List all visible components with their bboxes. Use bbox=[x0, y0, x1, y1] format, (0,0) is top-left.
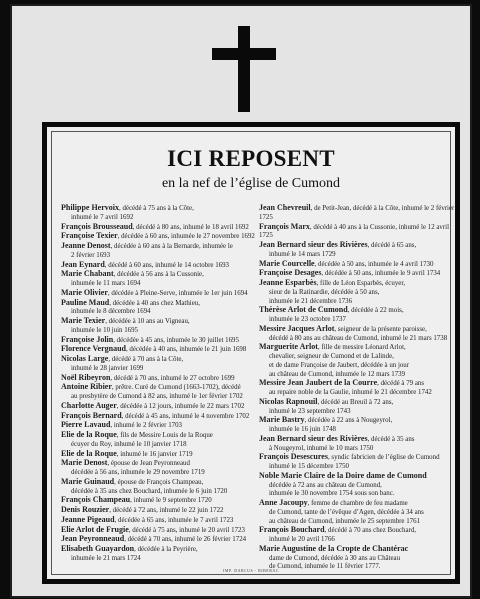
person-name: François Marx bbox=[259, 222, 310, 231]
entry-line: écuyer du Roy, inhumé le 10 janvier 1718 bbox=[71, 440, 187, 448]
entry-line bbox=[61, 545, 255, 555]
entry-line bbox=[259, 325, 457, 335]
entry-line bbox=[259, 453, 457, 463]
person-name: Marie Texier bbox=[61, 317, 106, 325]
person-name: Anne Jacoupy bbox=[259, 499, 308, 507]
entry-text: , décédée à 12 jours, inhumée le 22 mars 1702 bbox=[116, 402, 245, 410]
burial-entry bbox=[259, 499, 457, 526]
person-name: Florence Vergnaud bbox=[61, 345, 126, 354]
entry-line bbox=[61, 431, 255, 441]
entry-text: , décédé à 45 ans, inhumé le 4 novembre 1702 bbox=[121, 412, 250, 420]
entry-text: , décédé à 70 ans, inhumé le 27 octobre 1699 bbox=[110, 374, 235, 382]
entry-line bbox=[61, 336, 255, 346]
burial-entry bbox=[61, 345, 255, 355]
person-name: Nicolas Large bbox=[61, 355, 109, 363]
entry-text: , épouse de François Champeau, bbox=[114, 478, 204, 486]
entry-line bbox=[61, 223, 255, 233]
burial-entry bbox=[61, 421, 255, 431]
burial-entry bbox=[259, 223, 457, 242]
entry-text: , décédée à 50 ans, inhumée le 4 avril 1730 bbox=[314, 260, 434, 268]
entry-line: à Nougeyrol, inhumé le 10 mars 1750 bbox=[269, 444, 374, 452]
entry-text: , fils de Messire Louis de la Roque bbox=[116, 432, 213, 439]
entry-text: , épouse de Jean Peyronneaud bbox=[107, 460, 190, 468]
entry-text: , syndic fabricien de l’église de Cumond bbox=[327, 454, 440, 462]
burial-entry bbox=[61, 317, 255, 336]
person-name: Jean Chevreuil bbox=[259, 204, 311, 212]
entry-line: et de dame Françoise de Jaubert, décédée à un jour bbox=[269, 361, 410, 369]
burial-entry bbox=[61, 545, 255, 564]
entry-line bbox=[61, 345, 255, 355]
entry-line bbox=[61, 450, 255, 460]
entry-text: , inhumé le 9 septembre 1720 bbox=[130, 497, 212, 505]
burial-entry bbox=[61, 450, 255, 460]
burial-entry bbox=[259, 416, 457, 435]
entry-text: , décédée à 45 ans, inhumée le 30 juillet 1695 bbox=[113, 336, 239, 344]
burial-entry bbox=[61, 431, 255, 450]
entry-text: , décédée à 22 ans à Nougeyrol, bbox=[304, 417, 393, 425]
entry-text: , décédée à 50 ans, inhumée le 9 avril 1734 bbox=[321, 270, 441, 278]
entry-text: , prêtre. Curé de Cumond (1663-1702), décédé bbox=[111, 384, 241, 392]
person-name: Philippe Hervoix bbox=[61, 204, 119, 212]
burial-entry bbox=[259, 279, 457, 306]
entry-line bbox=[259, 379, 457, 389]
burial-entry bbox=[61, 535, 255, 545]
entry-line: inhumé le 7 avril 1692 bbox=[71, 213, 134, 221]
entry-text: , décédée à 22 mois, bbox=[347, 307, 404, 315]
entry-text: , décédée à Pleine-Serve, inhumée le 1er juin 1694 bbox=[107, 289, 248, 297]
burial-entry bbox=[61, 299, 255, 318]
person-name: François Bouchard bbox=[259, 526, 325, 535]
entry-line: inhumée le 23 octobre 1737 bbox=[269, 316, 346, 323]
entry-line: décédée à 56 ans, inhumée le 29 novembre 1719 bbox=[71, 469, 205, 476]
entry-line bbox=[61, 242, 255, 252]
person-name: Elie de la Roque bbox=[61, 449, 117, 458]
entry-text: , décédée à la Peyrière, bbox=[134, 546, 198, 553]
entry-line bbox=[61, 516, 255, 526]
entry-text: , fille de messire Léonard Arlot, bbox=[317, 344, 406, 352]
burial-entry bbox=[259, 398, 457, 417]
burial-entry bbox=[61, 506, 255, 516]
burial-entry bbox=[61, 336, 255, 346]
person-name: Jeanne Denost bbox=[61, 242, 111, 250]
burial-entry bbox=[61, 374, 255, 384]
entry-text: , décédé à 70 ans chez Bouchard, bbox=[324, 527, 417, 535]
entry-line bbox=[61, 270, 255, 280]
entry-line: inhumé le 20 avril 1766 bbox=[269, 536, 335, 543]
entry-line bbox=[61, 289, 255, 299]
burial-entry bbox=[61, 270, 255, 289]
entry-line: inhumé le 15 décembre 1750 bbox=[269, 463, 349, 470]
entry-line bbox=[259, 260, 457, 270]
burial-entry bbox=[259, 306, 457, 325]
entry-line bbox=[259, 526, 457, 536]
person-name: Françoise Texier bbox=[61, 232, 118, 241]
entry-text: , décédé à 75 ans, inhumé le 20 avril 1723 bbox=[128, 526, 245, 534]
entry-text: , décédée à 56 ans à la Cussonie, bbox=[113, 271, 204, 279]
plaque-subtitle: en la nef de l’église de Cumond bbox=[161, 176, 341, 191]
entry-line bbox=[259, 472, 457, 491]
memorial-plaque bbox=[42, 122, 460, 584]
burial-entry bbox=[61, 242, 255, 261]
left-column bbox=[61, 204, 255, 564]
entry-line bbox=[259, 435, 457, 445]
person-name: Elie Arlot de Frugie bbox=[61, 525, 129, 534]
entry-text: , décédé à 80 ans, inhumé le 18 avril 1692 bbox=[132, 223, 249, 231]
entry-text: , décédé à 70 ans, inhumé le 26 février 1724 bbox=[124, 536, 247, 544]
entry-line: inhumée le 16 juin 1748 bbox=[269, 426, 336, 433]
entry-text: , décédé au Breuil à 72 ans, bbox=[317, 398, 394, 406]
burial-entry bbox=[61, 383, 255, 402]
person-name: Elisabeth Guayardon bbox=[61, 545, 135, 553]
memorial-board bbox=[12, 6, 470, 596]
person-name: Antoine Ribier bbox=[61, 383, 112, 392]
burial-entry bbox=[259, 453, 457, 472]
entry-line: décédé à 80 ans au château de Cumond, inhumé le 21 mars 1738 bbox=[269, 334, 448, 342]
entry-text: , décédé à 72 ans, inhumé le 22 juin 1722 bbox=[109, 507, 224, 514]
entry-line bbox=[259, 398, 457, 408]
entry-line: inhumé le 23 septembre 1743 bbox=[269, 407, 351, 415]
person-name: François Desescures bbox=[259, 453, 328, 462]
entry-text: , femme de chambre de feu madame bbox=[307, 500, 408, 507]
burial-entry bbox=[61, 402, 255, 412]
entry-line: de Cumond, inhumée le 11 février 1777. bbox=[269, 563, 381, 571]
person-name: Marie Augustine de la Cropte de Chantérac bbox=[259, 544, 409, 553]
burial-entry bbox=[61, 526, 255, 536]
entry-line: 2 février 1693 bbox=[71, 251, 111, 259]
person-name: Charlotte Auger bbox=[61, 401, 117, 410]
person-name: Marie Chabant bbox=[61, 270, 114, 279]
entry-line bbox=[61, 204, 255, 214]
entry-text: , décédée à 65 ans, inhumée le 7 avril 1723 bbox=[114, 516, 234, 524]
burial-entry bbox=[61, 459, 255, 478]
right-column bbox=[259, 204, 457, 572]
person-name: François Brousseaud bbox=[61, 222, 133, 231]
person-name: Françoise Desages bbox=[259, 269, 322, 278]
burial-entry bbox=[259, 379, 457, 398]
entry-line bbox=[61, 299, 255, 309]
plaque-inner-border bbox=[51, 131, 455, 575]
burial-entry bbox=[259, 526, 457, 545]
entry-text: , de Petit-Jean, décédé à la Côte, inhumé le 2 février 1725 bbox=[259, 205, 455, 221]
person-name: Jean Eynard bbox=[61, 260, 105, 269]
entry-line bbox=[61, 232, 255, 242]
entry-line bbox=[61, 317, 255, 327]
entry-line: inhumée le 8 décembre 1694 bbox=[71, 308, 151, 316]
person-name: Jeanne Pigeaud bbox=[61, 515, 115, 524]
entry-line bbox=[61, 478, 255, 488]
entry-line bbox=[61, 374, 255, 384]
entry-line bbox=[259, 343, 457, 353]
entry-text: , inhumé le 16 janvier 1719 bbox=[116, 450, 193, 458]
entry-line bbox=[259, 241, 457, 251]
person-name: Françoise Jolin bbox=[61, 335, 114, 344]
entry-text: , décédé à 35 ans bbox=[367, 435, 415, 443]
plaque-title: ICI REPOSENT bbox=[167, 146, 335, 171]
entry-text: , inhumé le 2 février 1703 bbox=[110, 422, 182, 430]
entry-line bbox=[259, 279, 457, 289]
entry-line: inhumée le 21 décembre 1736 bbox=[269, 297, 353, 305]
entry-line: inhumé le 14 mars 1729 bbox=[269, 250, 336, 258]
entry-line: au repaire noble de la Gaulie, inhumé le 21 décembre 1742 bbox=[269, 389, 432, 396]
burial-entry bbox=[61, 261, 255, 271]
entry-line bbox=[259, 204, 457, 223]
person-name: Marie Guinaud bbox=[61, 477, 115, 486]
entry-line bbox=[61, 355, 255, 365]
entry-line: sieur de la Ratinardie, décédée à 50 ans, bbox=[269, 288, 380, 296]
entry-line: au château de Cumond, inhumée le 12 mars 1739 bbox=[269, 370, 406, 378]
entry-text: dame de Cumond, décédée à 30 ans au Château bbox=[269, 554, 401, 562]
person-name: Noble Marie Claire de la Doire dame de Cumond bbox=[259, 471, 427, 480]
entry-line: chevalier, seigneur de Cumond et de Lalinde, bbox=[269, 353, 394, 360]
burial-entry bbox=[61, 223, 255, 233]
entry-text: , décédé à 79 ans bbox=[377, 380, 425, 388]
burial-entry bbox=[259, 472, 457, 499]
person-name: François Champeau bbox=[61, 496, 131, 505]
cross-arm bbox=[212, 48, 276, 60]
person-name: Marie Bastry bbox=[259, 416, 305, 425]
entry-line bbox=[61, 526, 255, 536]
entry-text: , décédée à 60 ans à la Bernarde, inhumée le bbox=[110, 243, 233, 250]
entry-text: décédée à 72 ans au château de Cumond, bbox=[269, 481, 382, 489]
entry-line: inhumée le 11 mars 1694 bbox=[71, 280, 141, 287]
burial-entry bbox=[61, 232, 255, 242]
person-name: Marie Olivier bbox=[61, 288, 108, 297]
person-name: Marie Courcelle bbox=[259, 259, 315, 268]
burial-entry bbox=[259, 269, 457, 279]
entry-text: , décédé à 60 ans, inhumé le 14 octobre 1693 bbox=[104, 261, 229, 269]
entry-line: au château de Cumond, inhumée le 25 septembre 1761 bbox=[269, 517, 420, 525]
entry-line: de Cumond, tante de l’évêque d’Agen, décédée à 34 ans bbox=[269, 508, 424, 516]
person-name: Marie Denost bbox=[61, 459, 108, 468]
entry-line bbox=[61, 459, 255, 469]
entry-text: , décédée à 60 ans, inhumée le 27 novembre 1692 bbox=[117, 233, 255, 241]
entry-line bbox=[259, 223, 457, 242]
entry-text: , fille de Léon Esparbès, écuyer, bbox=[316, 280, 406, 287]
person-name: Denis Rouzier bbox=[61, 506, 110, 514]
entry-text: , décédée à 40 ans chez Mathieu, bbox=[109, 299, 200, 307]
burial-entry bbox=[61, 204, 255, 223]
printer-credit: IMP. DARLUS - RIBERAC bbox=[223, 568, 279, 573]
entry-line bbox=[61, 496, 255, 506]
entry-line: inhumée le 21 mars 1724 bbox=[71, 554, 141, 562]
entry-line: au presbytère de Cumond à 82 ans, inhumé le 1er février 1702 bbox=[71, 393, 243, 400]
entry-line bbox=[259, 545, 457, 564]
entry-line bbox=[61, 383, 255, 393]
entry-line bbox=[61, 535, 255, 545]
burial-entry bbox=[259, 204, 457, 223]
entry-text: , décédé à 40 ans à la Cussonie, inhumé le 12 avril 1725 bbox=[259, 223, 449, 240]
entry-text: , décédée à 40 ans, inhumée le 21 juin 1698 bbox=[125, 346, 247, 354]
entry-line bbox=[259, 306, 457, 316]
entry-line bbox=[61, 402, 255, 412]
person-name: François Bernard bbox=[61, 411, 122, 420]
burial-entry bbox=[259, 260, 457, 270]
entry-line bbox=[61, 261, 255, 271]
entry-line: inhumé le 28 janvier 1699 bbox=[71, 364, 144, 372]
entry-line bbox=[259, 499, 457, 509]
entry-line: inhumée le 30 novembre 1754 sous son banc. bbox=[269, 490, 395, 498]
person-name: Pierre Lavaud bbox=[61, 421, 111, 430]
entry-line bbox=[61, 421, 255, 431]
person-name: Nicolas Rapnouil bbox=[259, 397, 318, 406]
latin-cross-icon bbox=[238, 26, 250, 112]
entry-line: décédée à 35 ans chez Bouchard, inhumée le 6 juin 1720 bbox=[71, 487, 228, 495]
burial-entry bbox=[61, 412, 255, 422]
entry-text: , décédé à 75 ans à la Côte, bbox=[119, 205, 194, 212]
person-name: Jean Bernard sieur des Rivières bbox=[259, 434, 368, 443]
entry-line bbox=[61, 412, 255, 422]
person-name: Thérèse Arlot de Cumond bbox=[259, 306, 348, 315]
burial-entry bbox=[61, 289, 255, 299]
entry-text: , décédé à 70 ans à la Côte, bbox=[108, 356, 184, 363]
burial-entry bbox=[61, 478, 255, 497]
burial-entry bbox=[61, 355, 255, 374]
burial-entry bbox=[259, 241, 457, 260]
burial-entry bbox=[61, 496, 255, 506]
entry-line bbox=[61, 506, 255, 516]
person-name: Messire Jacques Arlot bbox=[259, 324, 335, 333]
entry-text: , seigneur de la présente paroisse, bbox=[334, 325, 427, 333]
entry-line: inhumée le 10 juin 1695 bbox=[71, 326, 138, 334]
burial-entry bbox=[61, 516, 255, 526]
entry-text: , décédée à 10 ans au Vigneau, bbox=[105, 318, 190, 325]
burial-entry bbox=[259, 325, 457, 344]
person-name: Jean Peyronneaud bbox=[61, 535, 125, 544]
person-name: Elie de la Roque bbox=[61, 431, 117, 439]
entry-line bbox=[259, 269, 457, 279]
person-name: Marguerite Arlot bbox=[259, 343, 318, 352]
person-name: Messire Jean Jaubert de la Courre bbox=[259, 379, 378, 388]
burial-entry bbox=[259, 435, 457, 454]
burial-entry bbox=[259, 343, 457, 379]
person-name: Pauline Maud bbox=[61, 298, 110, 307]
person-name: Jean Bernard sieur des Rivières bbox=[259, 241, 368, 249]
entry-line bbox=[259, 416, 457, 426]
entry-text: , décédé à 65 ans, bbox=[367, 242, 417, 249]
person-name: Jeanne Esparbès bbox=[259, 279, 317, 287]
person-name: Noël Ribeyron bbox=[61, 373, 111, 382]
